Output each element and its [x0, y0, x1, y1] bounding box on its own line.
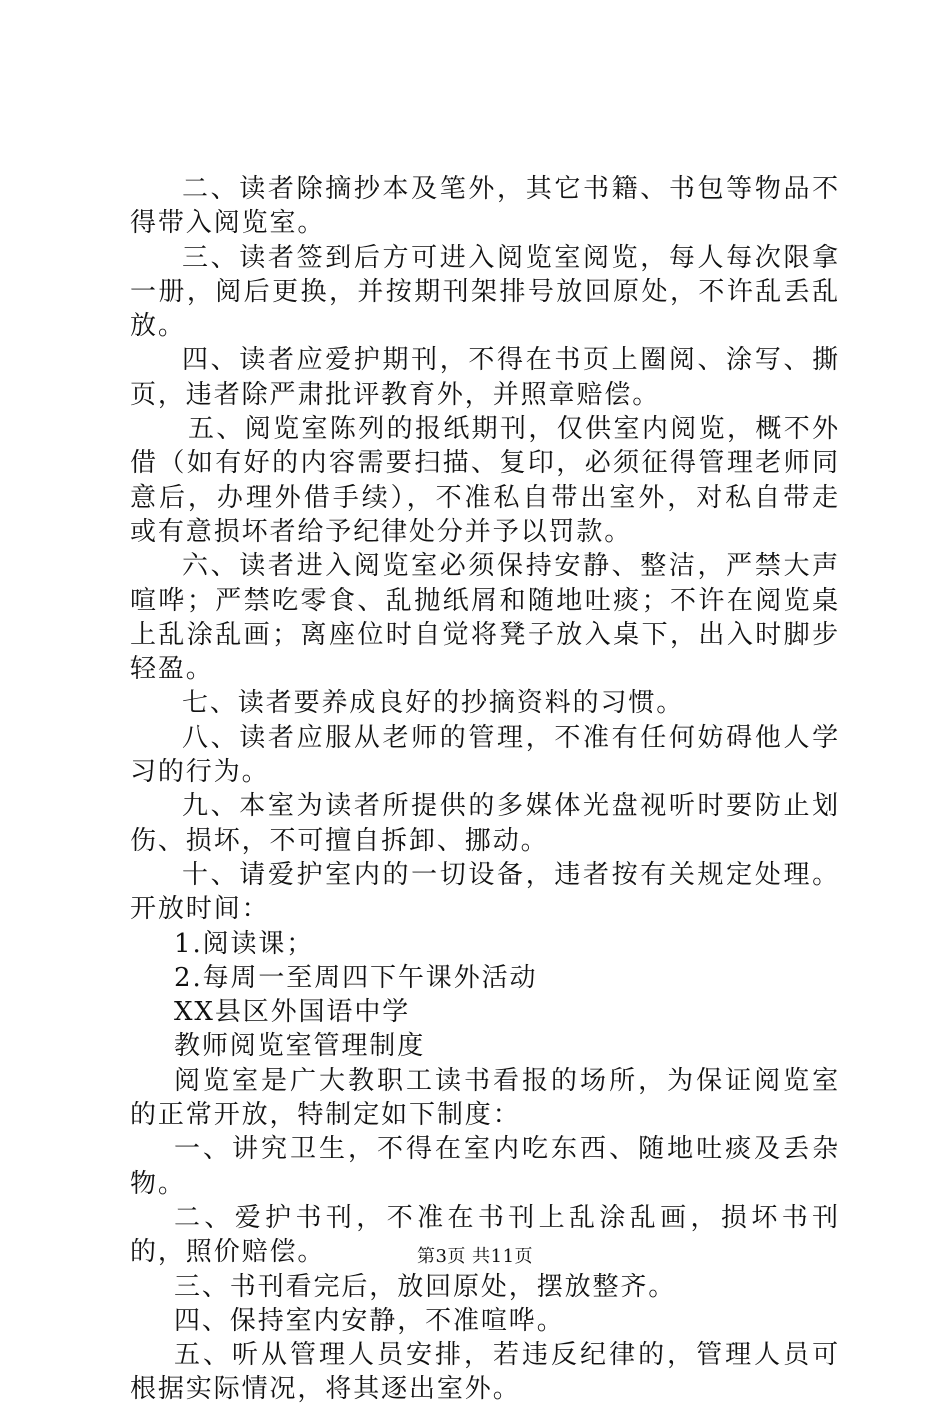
- paragraph: 四、保持室内安静，不准喧哗。: [174, 1305, 565, 1336]
- paragraph: 三、书刊看完后，放回原处，摆放整齐。: [174, 1271, 677, 1302]
- list-item: 1.阅读课；: [174, 928, 315, 959]
- paragraph: 八、读者应服从老师的管理，不准有任何妨碍他人学习的行为。: [130, 722, 840, 788]
- paragraph: 九、本室为读者所提供的多媒体光盘视听时要防止划伤、损坏，不可擅自拆卸、挪动。: [130, 791, 840, 856]
- paragraph: 二、爱护书刊，不准在书刊上乱涂乱画，损坏书刊的，照价赔偿。: [130, 1202, 840, 1268]
- page-number: 第3页 共11页: [416, 1246, 534, 1267]
- paragraph: 十、请爱护室内的一切设备，违者按有关规定处理。开放时间：: [130, 859, 840, 925]
- paragraph: 五、听从管理人员安排，若违反纪律的，管理人员可根据实际情况，将其逐出室外。: [130, 1340, 840, 1405]
- list-item: 2.每周一至周四下午课外活动: [174, 962, 538, 993]
- paragraph: 二、读者除摘抄本及笔外，其它书籍、书包等物品不得带入阅览室。: [130, 174, 840, 239]
- paragraph: 七、读者要养成良好的抄摘资料的习惯。: [182, 688, 685, 719]
- school-name: XX县区外国语中学: [174, 997, 411, 1028]
- paragraph: 六、读者进入阅览室必须保持安静、整洁，严禁大声喧哗；严禁吃零食、乱抛纸屑和随地吐痰；不许在阅览桌上乱涂乱画；离座位时自觉将凳子放入桌下，出入时脚步轻盈。: [130, 551, 840, 685]
- paragraph: 阅览室是广大教职工读书看报的场所，为保证阅览室的正常开放，特制定如下制度：: [130, 1065, 840, 1131]
- document-body: [130, 172, 840, 1407]
- paragraph: 三、读者签到后方可进入阅览室阅览，每人每次限拿一册，阅后更换，并按期刊架排号放回原处，不许乱丢乱放。: [130, 242, 840, 342]
- paragraph: 一、讲究卫生，不得在室内吃东西、随地吐痰及丢杂物。: [130, 1134, 840, 1199]
- section-title: 教师阅览室管理制度: [174, 1031, 426, 1062]
- paragraph: 五、阅览室陈列的报纸期刊，仅供室内阅览，概不外借（如有好的内容需要扫描、复印，必须征得管理老师同意后，办理外借手续），不准私自带出室外，对私自带走或有意损坏者给予纪律处分并予以罚款。: [130, 414, 840, 547]
- paragraph: 四、读者应爱护期刊，不得在书页上圈阅、涂写、撕页，违者除严肃批评教育外，并照章赔偿。: [130, 345, 840, 410]
